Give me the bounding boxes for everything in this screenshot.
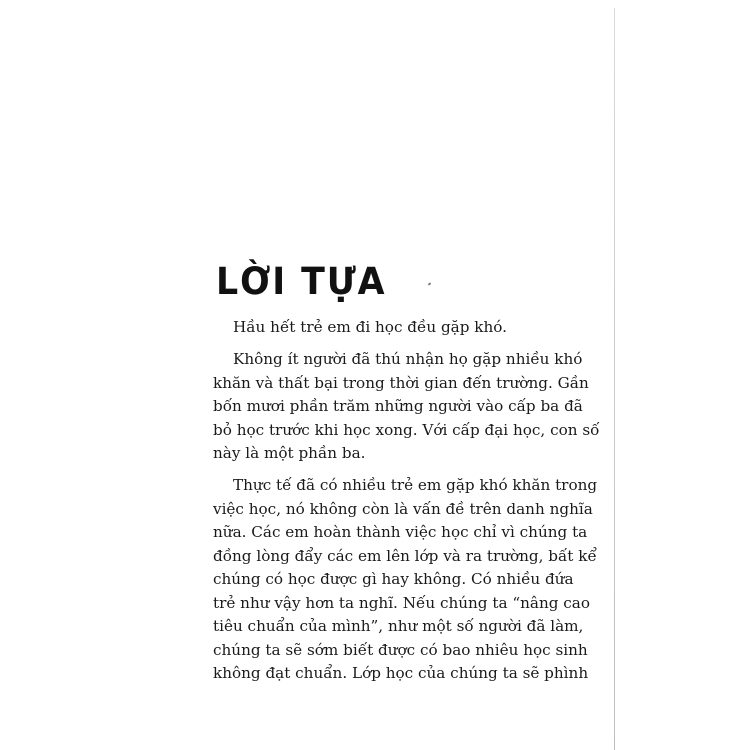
- text-line: trẻ như vậy hơn ta nghĩ. Nếu chúng ta “nâng cao: [213, 593, 590, 612]
- text-line: Không ít người đã thú nhận họ gặp nhiều khó: [233, 350, 583, 368]
- text-line: không đạt chuẩn. Lớp học của chúng ta sẽ phình: [213, 664, 589, 682]
- text-line: bỏ học trước khi học xong. Với cấp đại học, con số: [213, 420, 600, 439]
- text-line: Thực tế đã có nhiều trẻ em gặp khó khăn trong: [233, 476, 598, 494]
- text-line: việc học, nó không còn là vấn đề trên danh nghĩa: [213, 499, 593, 518]
- ink-speck: [428, 282, 432, 285]
- text-line: tiêu chuẩn của mình”, như một số người đã làm,: [213, 617, 584, 635]
- text-line: này là một phần ba.: [213, 444, 366, 462]
- text-line: bốn mươi phần trăm những người vào cấp ba đã: [213, 397, 583, 415]
- paragraph-3: [213, 474, 598, 686]
- text-line: đồng lòng đẩy các em lên lớp và ra trường, bất kể: [213, 546, 597, 565]
- page-title: LỜI TỰA: [216, 260, 387, 303]
- text-line: Hầu hết trẻ em đi học đều gặp khó.: [233, 318, 507, 336]
- paragraph-2: [213, 348, 600, 466]
- text-line: khăn và thất bại trong thời gian đến trường. Gần: [213, 373, 589, 392]
- text-line: nữa. Các em hoàn thành việc học chỉ vì chúng ta: [213, 523, 588, 541]
- paragraph-1: [213, 316, 585, 340]
- body-text: [213, 316, 600, 694]
- text-line: chúng ta sẽ sớm biết được có bao nhiêu học sinh: [213, 640, 588, 659]
- text-line: chúng có học được gì hay không. Có nhiều đứa: [213, 570, 574, 588]
- page-edge-line: [614, 8, 615, 750]
